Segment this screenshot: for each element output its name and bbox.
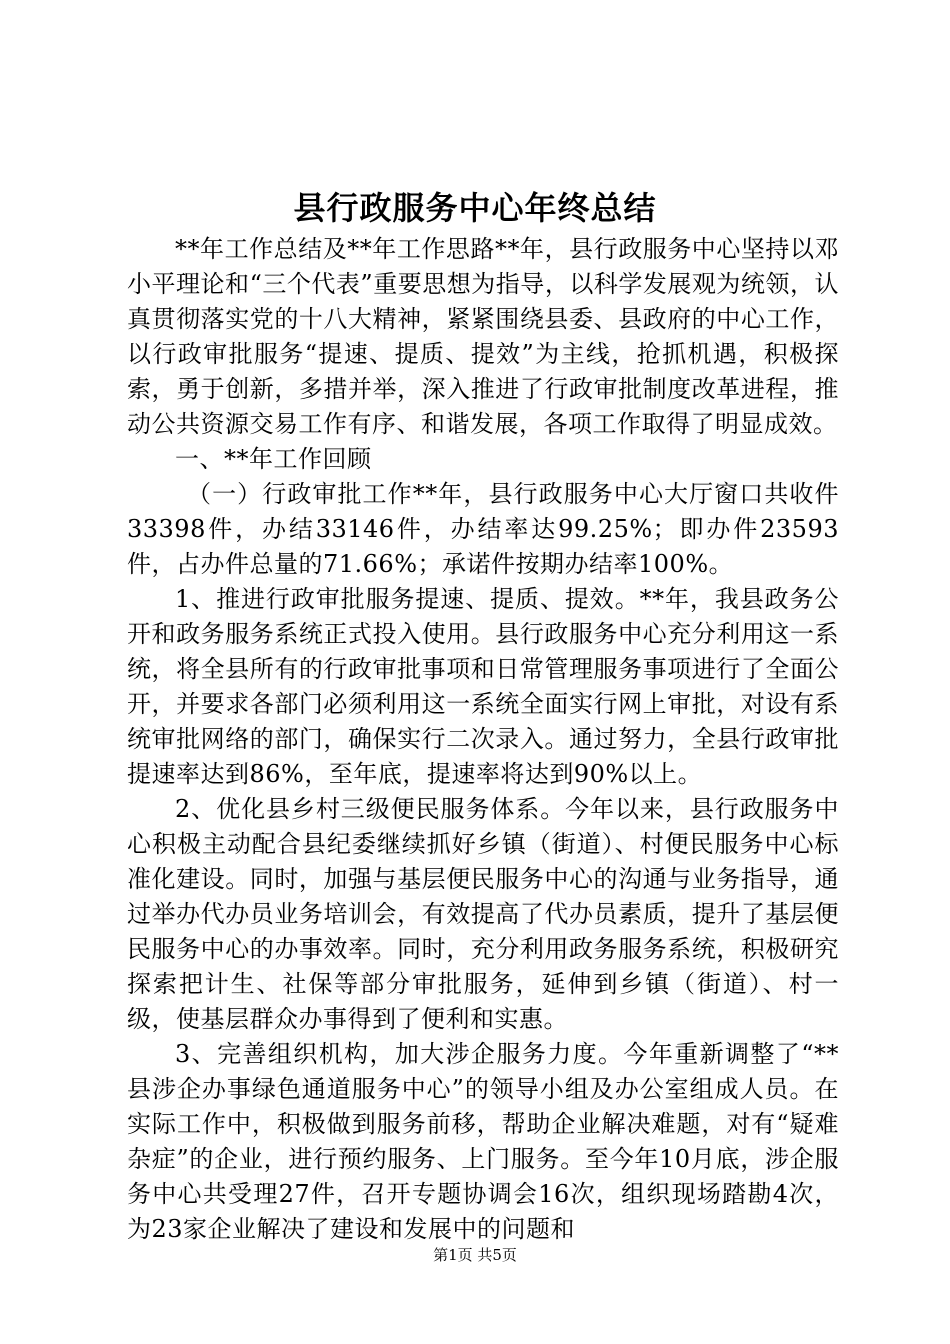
document-title: 县行政服务中心年终总结 [293, 189, 657, 227]
section-heading-review: 一、**年工作回顾 [175, 445, 372, 473]
paragraph-item-3: 3、完善组织机构，加大涉企服务力度。今年重新调整了“**县涉企办事绿色通道服务中心”的领导小组及办公室组成人员。在实际工作中，积极做到服务前移，帮助企业解决难题，对有“疑难杂症”的企业，进行预约服务、上门服务。至今年10月底，涉企服务中心共受理27件，召开专题协调会16次，组织现场踏勘4次，为23家企业解决了建设和发展中的问题和 [127, 1040, 839, 1243]
paragraph-intro: **年工作总结及**年工作思路**年，县行政服务中心坚持以邓小平理论和“三个代表”重要思想为指导，以科学发展观为统领，认真贯彻落实党的十八大精神，紧紧围绕县委、县政府的中心工作，以行政审批服务“提速、提质、提效”为主线，抢抓机遇，积极探索，勇于创新，多措并举，深入推进了行政审批制度改革进程，推动公共资源交易工作有序、和谐发展，各项工作取得了明显成效。 [127, 235, 839, 438]
paragraph-approval-work: （一）行政审批工作**年，县行政服务中心大厅窗口共收件33398件，办结33146件，办结率达99.25%；即办件23593件，占办件总量的71.66%；承诺件按期办结率100%。 [127, 480, 839, 578]
paragraph-item-1: 1、推进行政审批服务提速、提质、提效。**年，我县政务公开和政务服务系统正式投入使用。县行政服务中心充分利用这一系统，将全县所有的行政审批事项和日常管理服务事项进行了全面公开，并要求各部门必须利用这一系统全面实行网上审批，对设有系统审批网络的部门，确保实行二次录入。通过努力，全县行政审批提速率达到86%，至年底，提速率将达到90%以上。 [127, 585, 839, 788]
document-body [127, 232, 839, 1247]
page-footer: 第1页 共5页 [433, 1246, 517, 1264]
paragraph-item-2: 2、优化县乡村三级便民服务体系。今年以来，县行政服务中心积极主动配合县纪委继续抓好乡镇（街道）、村便民服务中心标准化建设。同时，加强与基层便民服务中心的沟通与业务指导，通过举办代办员业务培训会，有效提高了代办员素质，提升了基层便民服务中心的办事效率。同时，充分利用政务服务系统，积极研究探索把计生、社保等部分审批服务，延伸到乡镇（街道）、村一级，使基层群众办事得到了便利和实惠。 [127, 795, 839, 1033]
